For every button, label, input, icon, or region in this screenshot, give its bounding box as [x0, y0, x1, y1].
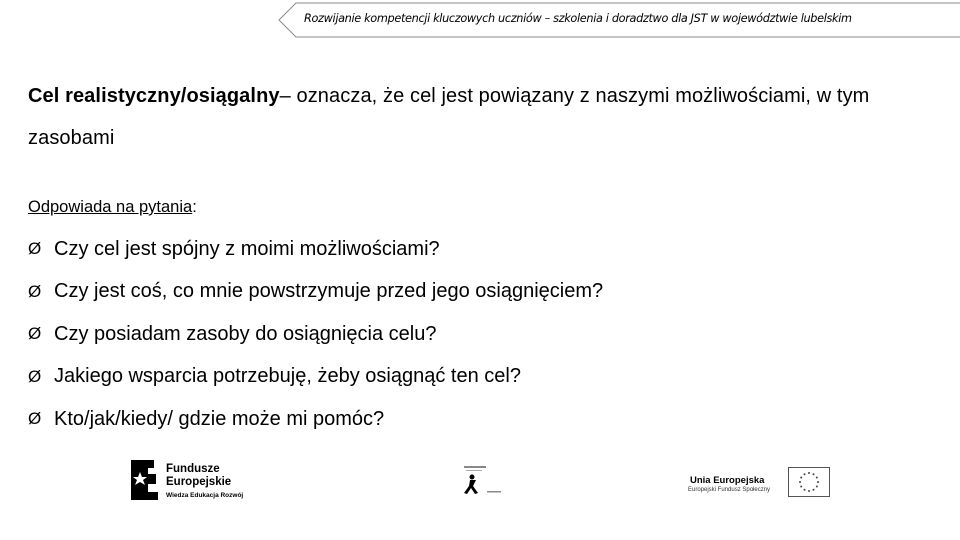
list-item: [28, 356, 603, 399]
unia-europejska-logo: [686, 466, 836, 502]
ue-subtitle: Europejski Fundusz Społeczny: [688, 487, 771, 493]
arrow-bullet-icon: Ø: [28, 239, 42, 259]
question-text: Czy jest coś, co mnie powstrzymuje przed jego osiągnięciem?: [54, 280, 604, 303]
fe-line1: Fundusze: [166, 463, 220, 475]
fe-star-flag-icon: [128, 458, 162, 502]
question-text: Jakiego wsparcia potrzebuję, żeby osiągnąć ten cel?: [54, 365, 521, 388]
fe-line2: Europejskie: [166, 476, 232, 488]
regional-logo: [458, 462, 508, 502]
eu-flag-icon: [788, 467, 830, 497]
list-item: [28, 271, 603, 314]
list-item: [28, 313, 603, 356]
list-item: [28, 398, 603, 441]
heading-rest: – oznacza, że cel jest powiązany z naszymi możliwościami, w tym zasobami: [28, 85, 870, 149]
header-title: Rozwijanie kompetencji kluczowych uczniów – szkolenia i doradztwo dla JST w województwie lubelskim: [304, 12, 852, 25]
slide-heading: [28, 75, 928, 159]
question-text: Czy posiadam zasoby do osiągnięcia celu?: [54, 322, 437, 345]
questions-list: [28, 228, 603, 441]
fundusze-europejskie-logo: [128, 458, 263, 506]
arrow-bullet-icon: Ø: [28, 324, 42, 344]
running-figure-icon: [458, 462, 508, 502]
question-text: Kto/jak/kiedy/ gdzie może mi pomóc?: [54, 407, 385, 430]
list-item: [28, 228, 603, 271]
ue-title: Unia Europejska: [690, 475, 765, 486]
fe-name: [166, 463, 231, 489]
intro-underlined: Odpowiada na pytania: [28, 198, 193, 216]
arrow-bullet-icon: Ø: [28, 366, 42, 386]
header-banner: [278, 2, 960, 38]
intro-suffix: :: [192, 198, 197, 216]
question-text: Czy cel jest spójny z moimi możliwościami?: [54, 237, 440, 260]
heading-bold: Cel realistyczny/osiągalny: [28, 85, 280, 107]
questions-intro: [28, 198, 197, 217]
arrow-bullet-icon: Ø: [28, 281, 42, 301]
fe-subtitle: Wiedza Edukacja Rozwój: [166, 492, 244, 499]
arrow-bullet-icon: Ø: [28, 409, 42, 429]
